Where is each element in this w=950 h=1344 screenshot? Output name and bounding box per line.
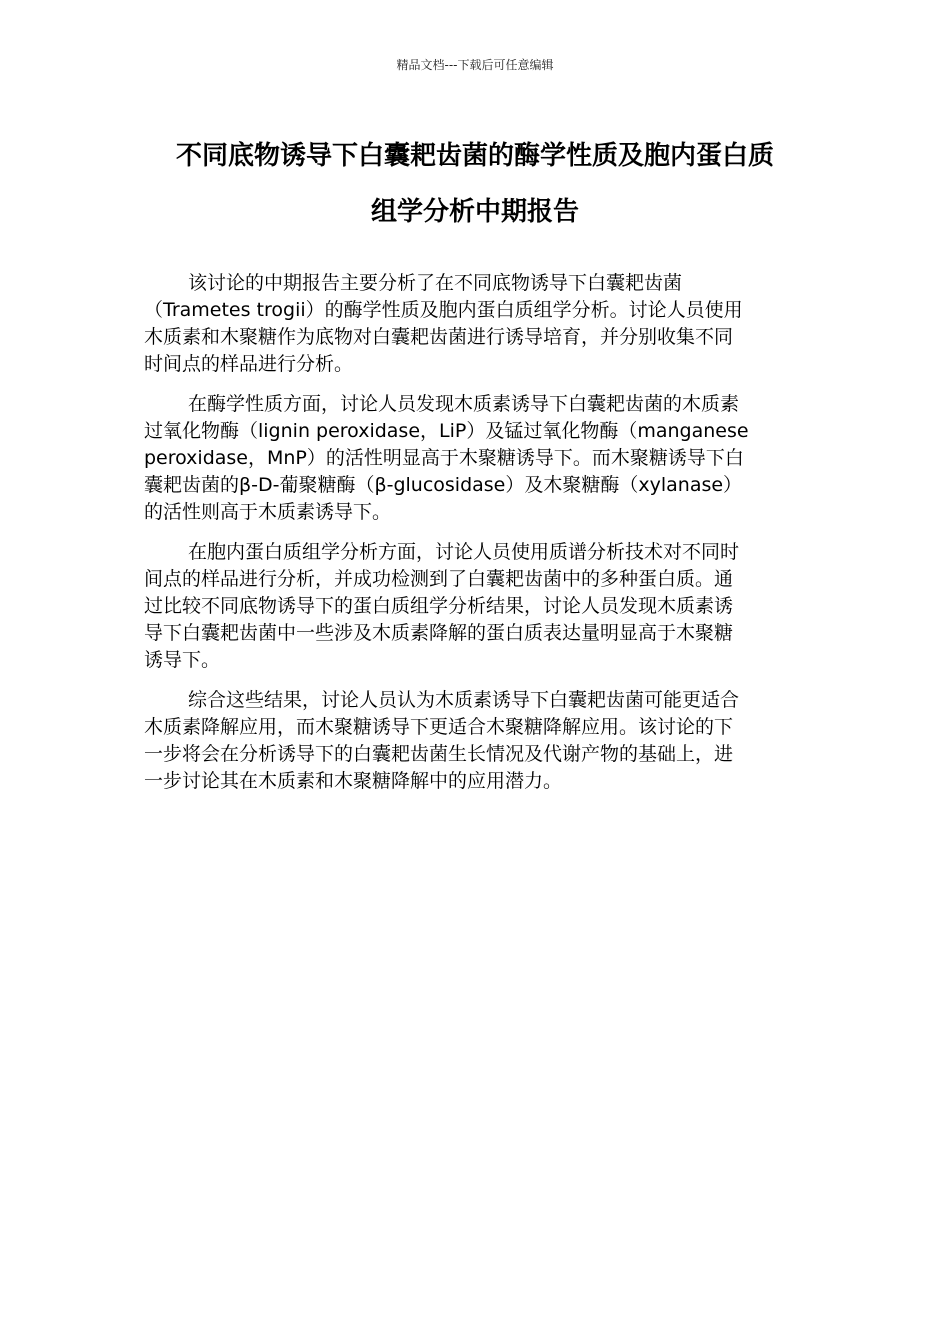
text-line: 囊耙齿菌的β-D-葡聚糖酶（β-glucosidase）及木聚糖酶（xylanase）	[144, 474, 743, 496]
page-header-note: 精品文档---下载后可任意编辑	[396, 58, 554, 72]
text-line: 一步将会在分析诱导下的白囊耙齿菌生长情况及代谢产物的基础上，进	[144, 743, 734, 765]
text-line: 过比较不同底物诱导下的蛋白质组学分析结果，讨论人员发现木质素诱	[144, 595, 734, 617]
text-line: 过氧化物酶（lignin peroxidase，LiP）及锰过氧化物酶（manganese	[144, 420, 749, 442]
text-line: 的活性则高于木质素诱导下。	[144, 501, 392, 523]
text-line: 在胞内蛋白质组学分析方面，讨论人员使用质谱分析技术对不同时	[188, 541, 740, 563]
paragraph-proteomics	[144, 539, 808, 674]
text-line: 木质素降解应用，而木聚糖诱导下更适合木聚糖降解应用。该讨论的下	[144, 716, 734, 738]
document-title	[140, 128, 810, 240]
paragraph-summary	[144, 270, 808, 378]
text-line: 木质素和木聚糖作为底物对白囊耙齿菌进行诱导培育，并分别收集不同	[144, 326, 734, 348]
text-line: 一步讨论其在木质素和木聚糖降解中的应用潜力。	[144, 770, 563, 792]
title-line: 组学分析中期报告	[370, 197, 579, 227]
text-line: 诱导下。	[144, 649, 221, 671]
document-body	[144, 270, 808, 808]
text-line: 该讨论的中期报告主要分析了在不同底物诱导下白囊耙齿菌	[188, 272, 683, 294]
text-line: peroxidase，MnP）的活性明显高于木聚糖诱导下。而木聚糖诱导下白	[144, 447, 744, 469]
title-line: 不同底物诱导下白囊耙齿菌的酶学性质及胞内蛋白质	[175, 141, 774, 171]
paragraph-enzymology	[144, 391, 808, 526]
text-line: 综合这些结果，讨论人员认为木质素诱导下白囊耙齿菌可能更适合	[188, 689, 740, 711]
paragraph-conclusion	[144, 687, 808, 795]
text-line: 时间点的样品进行分析。	[144, 353, 354, 375]
text-line: （Trametes trogii）的酶学性质及胞内蛋白质组学分析。讨论人员使用	[144, 299, 743, 321]
text-line: 导下白囊耙齿菌中一些涉及木质素降解的蛋白质表达量明显高于木聚糖	[144, 622, 734, 644]
text-line: 间点的样品进行分析，并成功检测到了白囊耙齿菌中的多种蛋白质。通	[144, 568, 734, 590]
text-line: 在酶学性质方面，讨论人员发现木质素诱导下白囊耙齿菌的木质素	[188, 393, 740, 415]
